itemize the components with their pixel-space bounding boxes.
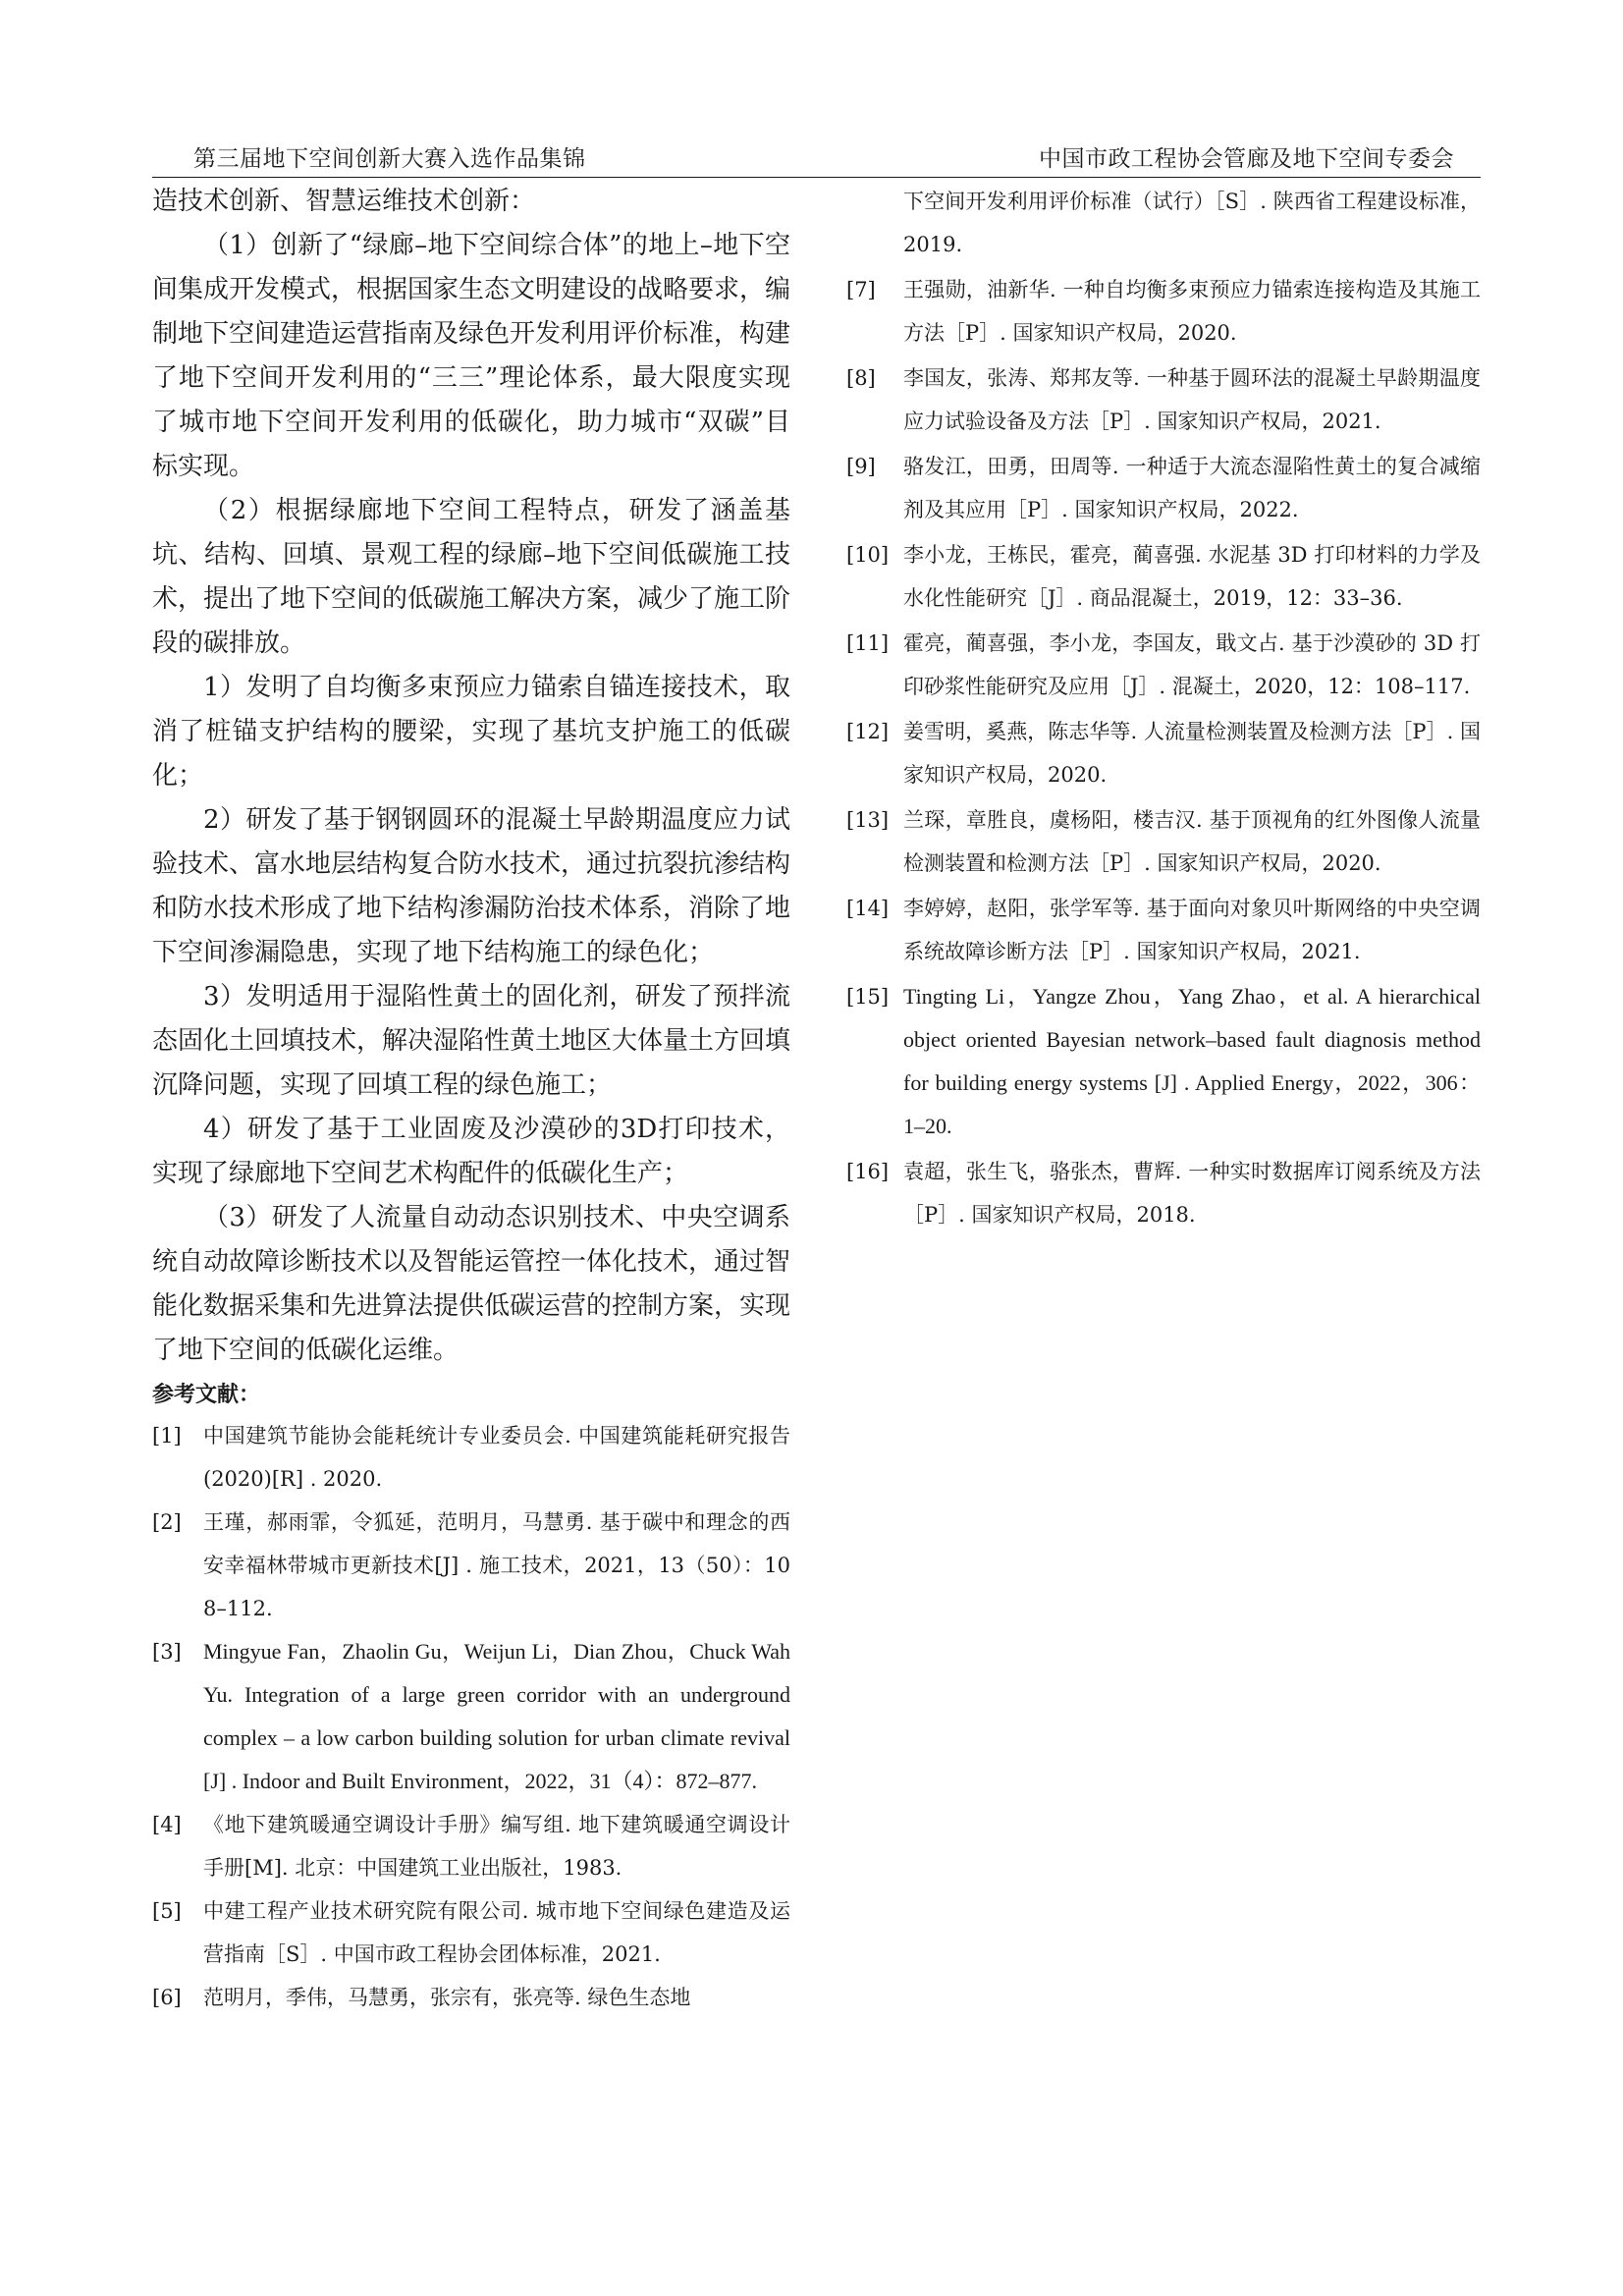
reference-item — [152, 1803, 790, 1889]
reference-text: 霍亮，蔺喜强，李小龙，李国友，戢文占. 基于沙漠砂的 3D 打印砂浆性能研究及应用［J］. 混凝土，2020，12：108–117. — [903, 631, 1481, 698]
reference-text: 李婷婷，赵阳，张学军等. 基于面向对象贝叶斯网络的中央空调系统故障诊断方法［P］. 国家知识产权局，2021. — [903, 897, 1481, 963]
body-paragraph: （1）创新了“绿廊–地下空间综合体”的地上–地下空间集成开发模式，根据国家生态文明建设的战略要求，编制地下空间建造运营指南及绿色开发利用评价标准，构建了地下空间开发利用的“三三”理论体系，最大限度实现了城市地下空间开发利用的低碳化，助力城市“双碳”目标实现。 — [152, 231, 791, 481]
reference-text: 兰琛，章胜良，虞杨阳，楼吉汉. 基于顶视角的红外图像人流量检测装置和检测方法［P］. 国家知识产权局，2020. — [903, 808, 1481, 875]
reference-text: Mingyue Fan，Zhaolin Gu，Weijun Li，Dian Zhou，Chuck Wah Yu. Integration of a large green corridor with an underground complex – a low carbon building solution for urban climate revival [J] . Indoor and Built Environment，2022，31（4）：872–877. — [203, 1639, 790, 1793]
reference-text: 王强勋，油新华. 一种自均衡多束预应力锚索连接构造及其施工方法［P］. 国家知识产权局，2020. — [903, 278, 1481, 345]
reference-number: [13] — [846, 808, 890, 832]
reference-number: [11] — [846, 631, 890, 655]
reference-text: Tingting Li，Yangze Zhou，Yang Zhao，et al. A hierarchical object oriented Bayesian network–based fault diagnosis method for building energy systems [J] . Applied Energy，2022，306：1–20. — [903, 984, 1481, 1138]
body-paragraph: 造技术创新、智慧运维技术创新： — [152, 187, 536, 216]
reference-text: 范明月，季伟，马慧勇，张宗有，张亮等. 绿色生态地 — [203, 1986, 691, 2009]
reference-text: 袁超，张生飞，骆张杰，曹辉. 一种实时数据库订阅系统及方法［P］. 国家知识产权局，2018. — [903, 1160, 1481, 1227]
reference-number: [16] — [846, 1160, 890, 1183]
body-paragraph: 2）研发了基于钢钢圆环的混凝土早龄期温度应力试验技术、富水地层结构复合防水技术，通过抗裂抗渗结构和防水技术形成了地下结构渗漏防治技术体系，消除了地下空间渗漏隐患，实现了地下结构施工的绿色化； — [152, 805, 791, 967]
running-header-right: 中国市政工程协会管廊及地下空间专委会 — [1039, 146, 1454, 172]
reference-number: [5] — [152, 1899, 182, 1923]
left-column — [152, 180, 790, 2019]
reference-item — [152, 1630, 790, 1803]
reference-number: [15] — [846, 985, 890, 1009]
reference-number: [3] — [152, 1640, 182, 1664]
reference-text: 中国建筑节能协会能耗统计专业委员会. 中国建筑能耗研究报告(2020)[R] . 2020. — [203, 1424, 790, 1491]
body-paragraph: 3）发明适用于湿陷性黄土的固化剂，研发了预拌流态固化土回填技术，解决湿陷性黄土地区大体量土方回填沉降问题，实现了回填工程的绿色施工； — [152, 982, 791, 1100]
body-paragraph: 1）发明了自均衡多束预应力锚索自锚连接技术，取消了桩锚支护结构的腰梁，实现了基坑支护施工的低碳化； — [152, 673, 790, 791]
reference-number: [8] — [846, 366, 876, 390]
reference-item — [846, 887, 1481, 973]
body-paragraph: （2）根据绿廊地下空间工程特点，研发了涵盖基坑、结构、回填、景观工程的绿廊–地下空间低碳施工技术，提出了地下空间的低碳施工解决方案，减少了施工阶段的碳排放。 — [152, 496, 791, 658]
reference-number: [10] — [846, 543, 890, 567]
right-column — [846, 180, 1481, 1238]
reference-item — [846, 622, 1481, 708]
reference-text: 李国友，张涛、郑邦友等. 一种基于圆环法的混凝土早龄期温度应力试验设备及方法［P］. 国家知识产权局，2021. — [903, 366, 1481, 433]
reference-number: [7] — [846, 278, 876, 301]
reference-number: [4] — [152, 1813, 182, 1836]
reference-item — [846, 798, 1481, 885]
reference-number: [2] — [152, 1510, 182, 1534]
reference-item — [846, 1150, 1481, 1236]
reference-item — [152, 1501, 790, 1630]
body-paragraph: （3）研发了人流量自动动态识别技术、中央空调系统自动故障诊断技术以及智能运管控一体化技术，通过智能化数据采集和先进算法提供低碳运营的控制方案，实现了地下空间的低碳化运维。 — [152, 1203, 791, 1365]
reference-text: 李小龙，王栋民，霍亮，蔺喜强. 水泥基 3D 打印材料的力学及水化性能研究［J］. 商品混凝土，2019，12：33–36. — [903, 543, 1481, 610]
reference-item — [846, 710, 1481, 796]
reference-text: 中建工程产业技术研究院有限公司. 城市地下空间绿色建造及运营指南［S］. 中国市政工程协会团体标准，2021. — [203, 1899, 790, 1966]
reference-text: 王瑾，郝雨霏，令狐延，范明月，马慧勇. 基于碳中和理念的西安幸福林带城市更新技术[J] . 施工技术，2021，13（50）：108–112. — [203, 1510, 790, 1620]
reference-item — [846, 975, 1481, 1148]
header-rule — [152, 177, 1481, 178]
reference-item — [846, 533, 1481, 620]
body-paragraph: 4）研发了基于工业固废及沙漠砂的3D打印技术，实现了绿廊地下空间艺术构配件的低碳化生产； — [152, 1115, 790, 1188]
reference-number: [14] — [846, 897, 890, 920]
references-heading: 参考文献： — [152, 1383, 261, 1407]
reference-number: [1] — [152, 1424, 182, 1448]
reference-item — [846, 356, 1481, 443]
reference-item — [152, 1889, 790, 1976]
reference-text: 《地下建筑暖通空调设计手册》编写组. 地下建筑暖通空调设计手册[M]. 北京：中国建筑工业出版社，1983. — [203, 1813, 790, 1880]
reference-item — [152, 1414, 790, 1501]
running-header-left: 第三届地下空间创新大赛入选作品集锦 — [193, 146, 586, 172]
reference-continuation: 下空间开发利用评价标准（试行）［S］. 陕西省工程建设标准，2019. — [903, 190, 1481, 256]
reference-item — [846, 268, 1481, 355]
reference-item — [846, 445, 1481, 531]
reference-number: [6] — [152, 1986, 182, 2009]
reference-text: 姜雪明，奚燕，陈志华等. 人流量检测装置及检测方法［P］. 国家知识产权局，2020. — [903, 720, 1481, 787]
reference-number: [9] — [846, 455, 876, 478]
reference-text: 骆发江，田勇，田周等. 一种适于大流态湿陷性黄土的复合减缩剂及其应用［P］. 国家知识产权局，2022. — [903, 455, 1481, 521]
reference-item — [152, 1976, 790, 2019]
reference-number: [12] — [846, 720, 890, 743]
